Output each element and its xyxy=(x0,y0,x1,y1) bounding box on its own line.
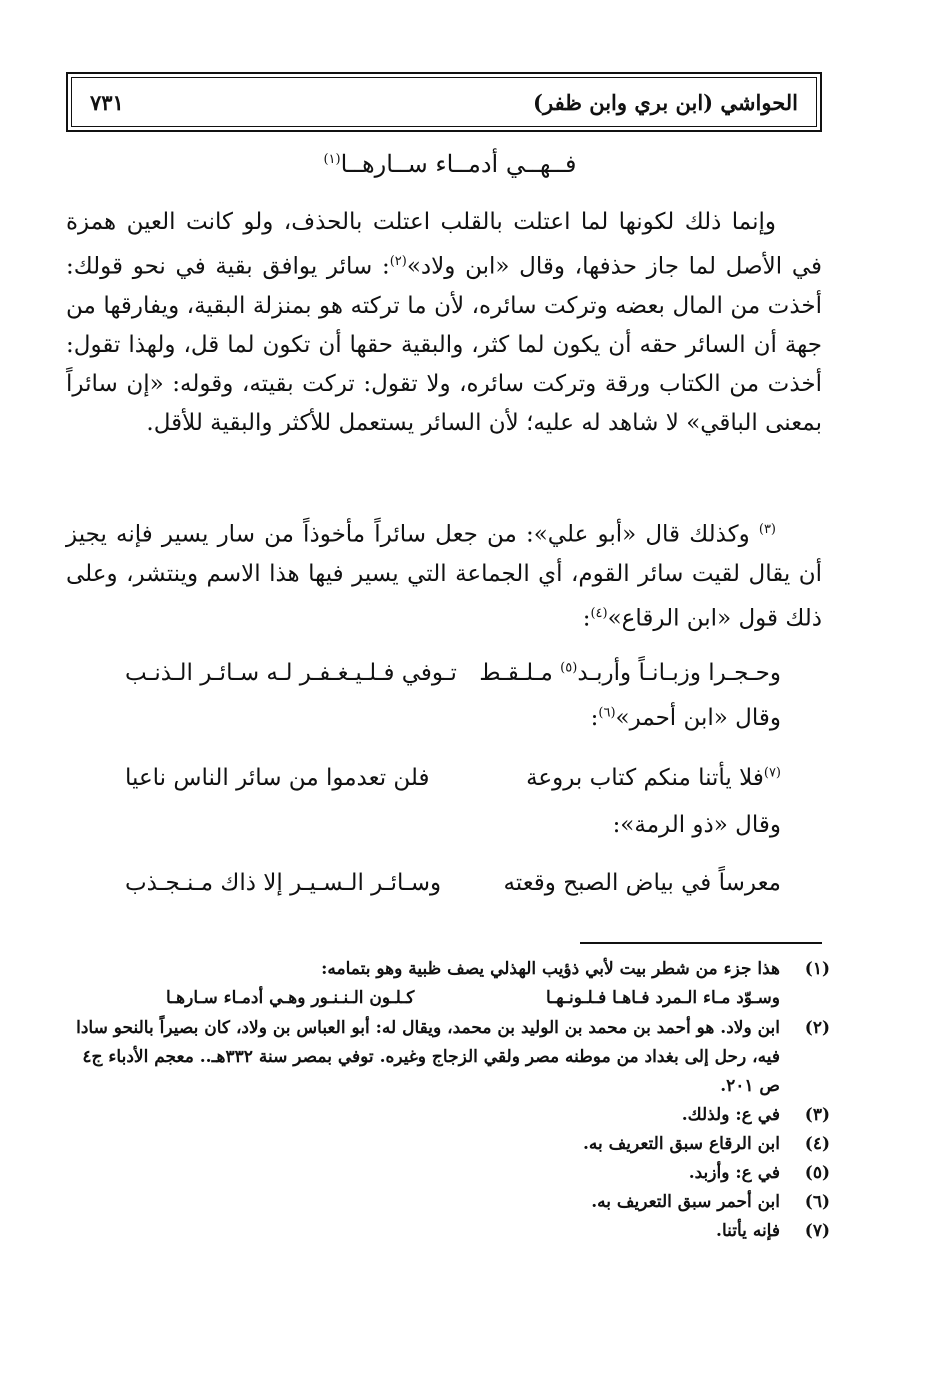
verse-3-second-hemistich: وسـائـر الـسـيـر إلا ذاك مـنـجـذب xyxy=(125,870,442,896)
page-number: ٧٣١ xyxy=(90,90,124,115)
footnote-ref: (٤) xyxy=(590,605,608,621)
footnote-1-verse xyxy=(66,984,836,1014)
intro-text: وقال «ابن أحمر» xyxy=(615,705,781,731)
footnote-text: ابن الرقاع سبق التعريف به. xyxy=(582,1134,780,1154)
verse-text: مـلـقـط xyxy=(479,660,561,686)
paragraph-1 xyxy=(66,203,822,443)
footnote-number: (١) xyxy=(804,959,830,979)
footnote-number: (٣) xyxy=(804,1105,830,1125)
footnote-number: (٢) xyxy=(804,1018,830,1038)
footnote-number: (٦) xyxy=(804,1192,830,1212)
running-title: الحواشي (ابن بري وابن ظفر) xyxy=(533,90,798,115)
paragraph-2 xyxy=(66,510,822,638)
footnote-ref: (١) xyxy=(323,152,341,167)
verse-text: فلا يأتنا منكم كتاب بروعة xyxy=(526,765,764,791)
paragraph-2-part1: وكذلك قال «أبو علي»: من جعل سائراً مأخوذاً من سار يسير فإنه يجيز أن يقال لقيت سائر القوم، أي الجماعة التي يسير فيها هذا الاسم وينتشر، وعلى ذلك قول «ابن الرقاع» xyxy=(66,521,822,632)
footnote-ref: (٥) xyxy=(560,660,578,676)
verse-3-intro: وقال «ذو الرمة»: xyxy=(612,812,781,838)
footnote-ref: (٦) xyxy=(598,705,616,721)
footnote-text: ابن ولاد. هو أحمد بن محمد بن الوليد بن محمد، ويقال له: أبو العباس بن ولاد، كان بصيراً بالنحو سادا فيه، رحل إلى بغداد من موطنه مصر ولقي الزجاج وغيره. توفي بمصر سنة ٣٣٢هـ.. معجم الأدباء ج٤ ص ٢٠١. xyxy=(76,1018,780,1096)
verse-2-intro xyxy=(591,705,781,731)
footnote-text: هذا جزء من شطر بيت لأبي ذؤيب الهذلي يصف ظبية وهو بتمامه: xyxy=(321,959,780,979)
footnote-7 xyxy=(66,1217,836,1246)
verse-3-first-hemistich: معرساً في بياض الصبح وقعته xyxy=(503,870,781,896)
footnotes xyxy=(66,955,836,1246)
paragraph-1-part2: : سائر يوافق بقية في نحو قولك: أخذت من المال بعضه وتركت سائره، لأن ما تركته هو بمنزلة البقية، ويفارقها من جهة أن السائر حقه أن يكون لما كثر، والبقية حقها أن تكون لما قل، ولهذا تقول: أخذت من الكتاب ورقة وتركت سائره، ولا تقول: تركت بقيته، وقوله: «إن سائراً بمعنى الباقي» لا شاهد له عليه؛ لأن السائر يستعمل للأكثر والبقية للأقل. xyxy=(66,253,822,436)
opening-verse-text: فــهــي أدمــاء ســارهــا xyxy=(340,150,577,178)
footnote-4 xyxy=(66,1130,836,1159)
verse-2-second-hemistich: فلن تعدموا من سائر الناس ناعيا xyxy=(125,765,430,791)
footnote-6 xyxy=(66,1188,836,1217)
footnote-text: في ع: وأزبد. xyxy=(688,1163,780,1183)
paragraph-1-part1: وإنما ذلك لكونها لما اعتلت بالقلب اعتلت بالحذف، ولو كانت العين همزة في الأصل لما جاز حذفها، وقال «ابن ولاد» xyxy=(66,209,822,280)
footnote-text: فإنه يأتنا. xyxy=(716,1221,780,1241)
verse-text: وحـجـرا وزبـانـاً وأربـد xyxy=(577,660,781,686)
footnote-3 xyxy=(66,1101,836,1130)
footnote-text: ابن أحمر سبق التعريف به. xyxy=(591,1192,780,1212)
footnote-number: (٥) xyxy=(804,1163,830,1183)
footnote-number: (٤) xyxy=(804,1134,830,1154)
verse-1-first-hemistich xyxy=(479,660,781,686)
footnote-text: في ع: ولذلك. xyxy=(681,1105,780,1125)
footnote-ref: (٧) xyxy=(763,765,781,781)
verse-1-second-hemistich: تـوفي فـلـيـغـفـر لـه سـائـر الـذنـب xyxy=(125,660,457,686)
verse-2-first-hemistich xyxy=(526,765,781,791)
page-header xyxy=(66,72,822,132)
opening-verse xyxy=(300,150,600,190)
intro-colon: : xyxy=(590,705,599,731)
footnote-verse-second: كـلـون الـنـنـور وهـي أدمـاء سـارهـا xyxy=(166,988,415,1008)
footnote-2 xyxy=(66,1014,836,1101)
footnote-ref: (٢) xyxy=(389,254,407,269)
footnote-divider xyxy=(580,942,822,944)
footnote-ref: (٣) xyxy=(758,522,776,537)
footnote-1 xyxy=(66,955,836,984)
paragraph-2-part2: : xyxy=(582,605,591,632)
footnote-number: (٧) xyxy=(804,1221,830,1241)
footnote-5 xyxy=(66,1159,836,1188)
footnote-verse-first: وسـوّد مـاء الـمرد فـاهـا فـلـونـهـا xyxy=(546,988,780,1008)
